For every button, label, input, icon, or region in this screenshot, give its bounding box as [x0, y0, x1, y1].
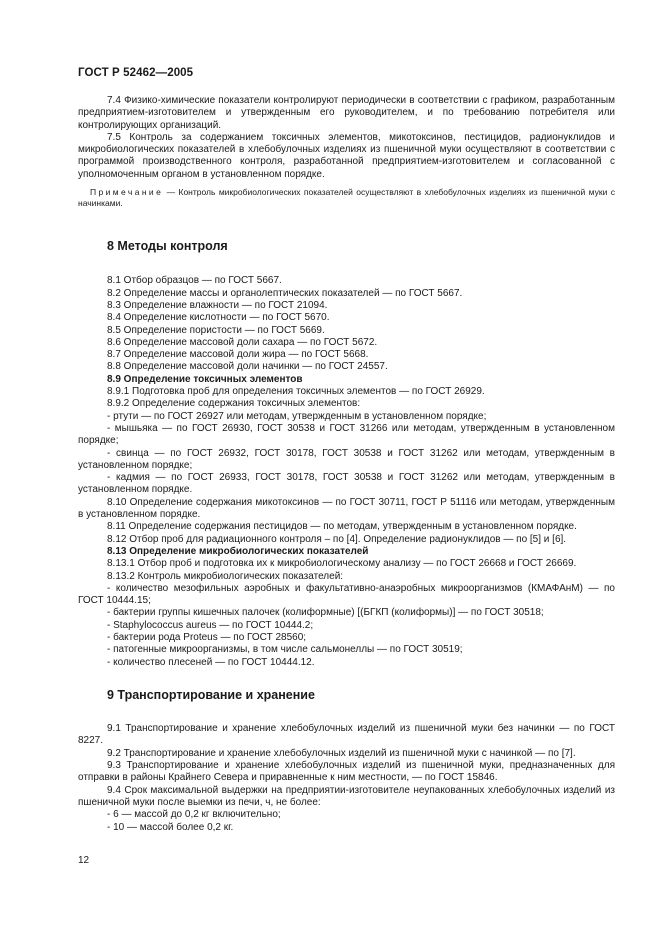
list-item: 9.4 Срок максимальной выдержки на предприятии-изготовителе неупакованных хлебобулочных изделий из пшеничной муки после выемки из печи, ч, не более: [78, 784, 615, 808]
list-item: - ртути — по ГОСТ 26927 или методам, утвержденным в установленном порядке; [107, 410, 487, 422]
note [78, 187, 615, 209]
list-item: 8.5 Определение пористости — по ГОСТ 5669. [107, 324, 325, 336]
list-item: 9.1 Транспортирование и хранение хлебобулочных изделий из пшеничной муки без начинки — по ГОСТ 8227. [78, 723, 615, 747]
list-item: 8.8 Определение массовой доли начинки — по ГОСТ 24557. [107, 361, 388, 373]
list-item: - кадмия — по ГОСТ 26933, ГОСТ 30178, ГОСТ 30538 и ГОСТ 31262 или методам, утвержденным в установленном порядке. [78, 472, 615, 496]
paragraph-7-4: 7.4 Физико-химические показатели контролируют периодически в соответствии с графиком, разработанным предприятием-изготовителем и утвержденным его руководителем, и по требованию потребителя или контролирующих организаций. [78, 95, 615, 131]
page-number: 12 [78, 855, 90, 866]
list-item: - бактерии группы кишечных палочек (колиформные) [(БГКП (колиформы)] — по ГОСТ 30518; [107, 607, 544, 619]
subsection-8-13-title: 8.13 Определение микробиологических показателей [107, 545, 369, 557]
list-item: 8.9.2 Определение содержания токсичных элементов: [107, 398, 361, 410]
list-item: - патогенные микроорганизмы, в том числе сальмонеллы — по ГОСТ 30519; [107, 644, 463, 656]
note-text: — Контроль микробиологических показателей осуществляют в хлебобулочных изделиях из пшеничной муки с начинками. [78, 187, 615, 209]
list-item: - мышьяка — по ГОСТ 26930, ГОСТ 30538 и ГОСТ 31266 или методам, утвержденным в установленном порядке; [78, 422, 615, 447]
document-header: ГОСТ Р 52462—2005 [78, 67, 194, 79]
list-item: - 10 — массой более 0,2 кг. [107, 821, 234, 833]
list-item: - 6 — массой до 0,2 кг включительно; [107, 809, 281, 821]
list-item: 8.12 Отбор проб для радиационного контроля – по [4]. Определение радионуклидов — по [5] и [6]. [107, 533, 567, 545]
list-item: 8.13.2 Контроль микробиологических показателей: [107, 570, 344, 582]
subsection-8-9-title: 8.9 Определение токсичных элементов [107, 373, 303, 385]
list-item: 8.6 Определение массовой доли сахара — по ГОСТ 5672. [107, 336, 378, 348]
list-item: 8.9.1 Подготовка проб для определения токсичных элементов — по ГОСТ 26929. [107, 386, 485, 398]
list-item: - Staphylococcus aureus — по ГОСТ 10444.2; [107, 619, 314, 631]
list-item: 8.11 Определение содержания пестицидов — по методам, утвержденным в установленном порядке. [107, 521, 577, 533]
list-item: - количество плесеней — по ГОСТ 10444.12. [107, 656, 315, 668]
list-item: 8.2 Определение массы и органолептических показателей — по ГОСТ 5667. [107, 287, 463, 299]
list-item: 8.13.1 Отбор проб и подготовка их к микробиологическому анализу — по ГОСТ 26668 и ГОСТ 26669. [107, 558, 577, 570]
list-item: 8.10 Определение содержания микотоксинов — по ГОСТ 30711, ГОСТ Р 51116 или методам, утвержденным в установленном порядке. [78, 496, 615, 521]
list-item: 8.7 Определение массовой доли жира — по ГОСТ 5668. [107, 349, 369, 361]
list-item: 8.4 Определение кислотности — по ГОСТ 5670. [107, 312, 330, 324]
section-8-title: 8 Методы контроля [107, 239, 228, 254]
document-body [78, 95, 615, 834]
list-item: 8.1 Отбор образцов — по ГОСТ 5667. [107, 275, 282, 287]
section-9-title: 9 Транспортирование и хранение [107, 687, 315, 702]
paragraph-7-5: 7.5 Контроль за содержанием токсичных элементов, микотоксинов, пестицидов, радионуклидов и микробиологических показателей в хлебобулочных изделиях из пшеничной муки осуществляют в соответствии с программой производственного контроля, разработанной предприятием-изготовителем и согласованной с уполномоченным органом в установленном порядке. [78, 131, 615, 180]
list-item: - бактерии рода Proteus — по ГОСТ 28560; [107, 631, 307, 643]
note-label: Примечание [90, 187, 164, 198]
list-item: - количество мезофильных аэробных и факультативно-анаэробных микроорганизмов (КМАФАнМ) — по ГОСТ 10444.15; [78, 582, 615, 607]
list-item: 9.2 Транспортирование и хранение хлебобулочных изделий из пшеничной муки с начинкой — по [7]. [107, 747, 576, 759]
list-item: 8.3 Определение влажности — по ГОСТ 21094. [107, 299, 328, 311]
list-item: 9.3 Транспортирование и хранение хлебобулочных изделий из пшеничной муки, предназначенных для отправки в районы Крайнего Севера и приравненные к ним местности, — по ГОСТ 15846. [78, 760, 615, 784]
list-item: - свинца — по ГОСТ 26932, ГОСТ 30178, ГОСТ 30538 и ГОСТ 31262 или методам, утвержденным в установленном порядке; [78, 447, 615, 471]
